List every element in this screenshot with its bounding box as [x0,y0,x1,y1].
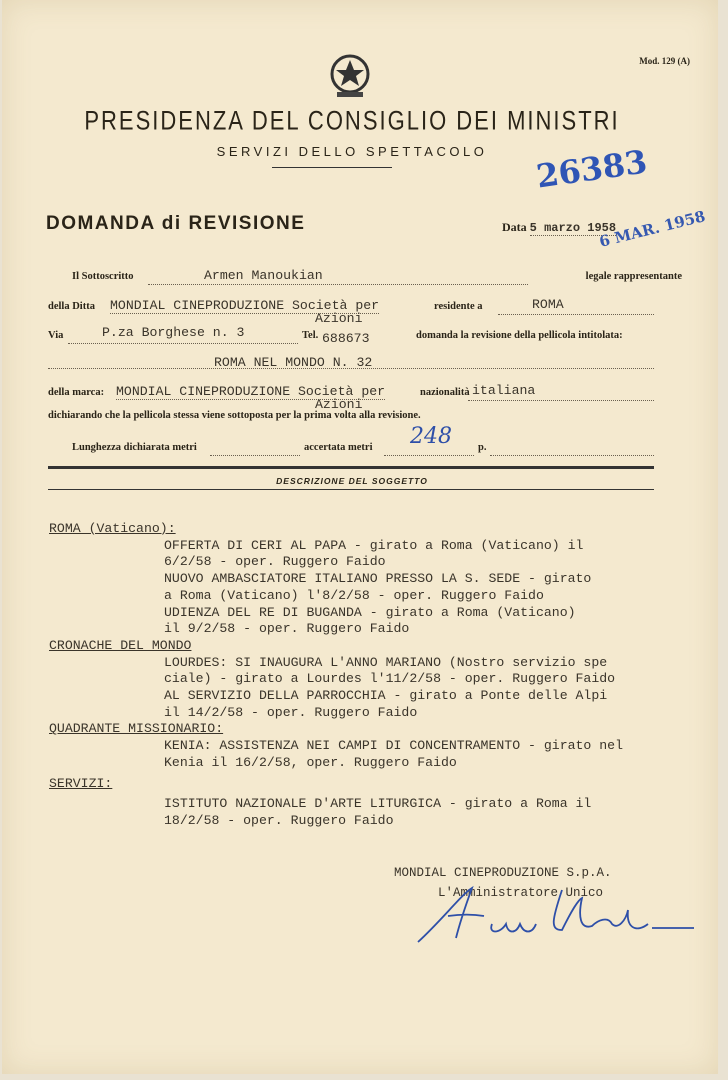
section-title: DESCRIZIONE DEL SOGGETTO [276,476,428,486]
description-line: a Roma (Vaticano) l'8/2/58 - oper. Ruggero Faido [164,587,544,603]
description-section-cronache [49,638,623,722]
nationality-value: italiana [472,383,536,398]
request-text: domanda la revisione della pellicola intitolata: [416,330,623,341]
role-label: legale rappresentante [585,271,682,282]
street-label: Via [48,330,64,341]
description-line: KENIA: ASSISTENZA NEI CAMPI DI CONCENTRAMENTO - girato nel [164,738,623,754]
description-body [49,521,623,830]
description-line: il 9/2/58 - oper. Ruggero Faido [164,621,410,637]
signature-role: L'Amministratore Unico [438,886,604,900]
street-value: P.za Borghese n. 3 [102,325,245,340]
section-heading: ROMA (Vaticano): [49,521,176,536]
description-line: UDIENZA DEL RE DI BUGANDA - girato a Roma (Vaticano) [164,604,576,620]
brand-label: della marca: [48,387,105,398]
company-name: MONDIAL CINEPRODUZIONE Società per [110,298,380,313]
italian-emblem-icon [327,52,373,100]
description-line: il 14/2/58 - oper. Ruggero Faido [164,704,418,720]
description-line: NUOVO AMBASCIATORE ITALIANO PRESSO LA S. SEDE - girato [164,571,592,587]
form-title: DOMANDA di REVISIONE [46,213,306,234]
section-heading: CRONACHE DEL MONDO [49,637,192,653]
description-section-servizi [49,776,623,830]
description-line: ciale) - girato a Lourdes l'11/2/58 - oper. Ruggero Faido [164,671,616,687]
residence-label: residente a [434,301,483,312]
film-title: ROMA NEL MONDO N. 32 [214,355,373,370]
handwritten-signature [412,880,702,950]
company-label: della Ditta [48,301,95,312]
description-section-roma [49,521,623,638]
company-cont: Azioni [315,311,363,326]
brand-value: MONDIAL CINEPRODUZIONE Società per [116,384,386,399]
date-value: 5 marzo 1958 [529,221,617,235]
length-declared-line [210,441,300,456]
brand-cont: Azioni [315,397,363,412]
p-line [490,441,654,456]
department-title: SERVIZI DELLO SPETTACOLO [216,144,488,159]
section-heading: SERVIZI: [49,775,113,791]
p-label: p. [478,442,487,453]
description-line: LOURDES: SI INAUGURA L'ANNO MARIANO (Nostro servizio spe [164,654,608,670]
description-line: 18/2/58 - oper. Ruggero Faido [164,812,394,828]
description-line: 6/2/58 - oper. Ruggero Faido [164,554,386,570]
declaration-text: dichiarando che la pellicola stessa viene sottoposta per la prima volta alla revisione. [48,410,421,421]
section-heading: QUADRANTE MISSIONARIO: [49,721,224,737]
form-code: Mod. 129 (A) [639,56,690,66]
document-page [2,0,718,1074]
date-label: Data [502,220,527,234]
section-rule-bottom [48,489,654,490]
description-line: OFFERTA DI CERI AL PAPA - girato a Roma (Vaticano) il [164,537,584,553]
length-checked-value: 248 [410,424,452,449]
received-stamp: 6 MAR. 1958 [597,207,708,251]
length-declared-label: Lunghezza dichiarata metri [72,442,197,453]
section-rule [48,466,654,469]
divider [272,167,392,168]
residence-value: ROMA [532,297,564,312]
residence-line [498,300,654,315]
nationality-label: nazionalità [420,387,470,398]
signer-name: Armen Manoukian [204,268,323,283]
description-line: Kenia il 16/2/58, oper. Ruggero Faido [164,754,457,770]
signer-label: Il Sottoscritto [72,271,134,282]
description-line: AL SERVIZIO DELLA PARROCCHIA - girato a Ponte delle Alpi [164,688,608,704]
authority-title: PRESIDENZA DEL CONSIGLIO DEI MINISTRI [84,105,620,136]
description-line: ISTITUTO NAZIONALE D'ARTE LITURGICA - girato a Roma il [164,796,592,812]
protocol-stamp: 26383 [533,142,650,196]
tel-label: Tel. [302,330,319,341]
length-checked-label: accertata metri [304,442,373,453]
signature-company: MONDIAL CINEPRODUZIONE S.p.A. [394,866,612,880]
tel-value: 688673 [322,331,370,346]
description-section-quadrante [49,721,623,771]
